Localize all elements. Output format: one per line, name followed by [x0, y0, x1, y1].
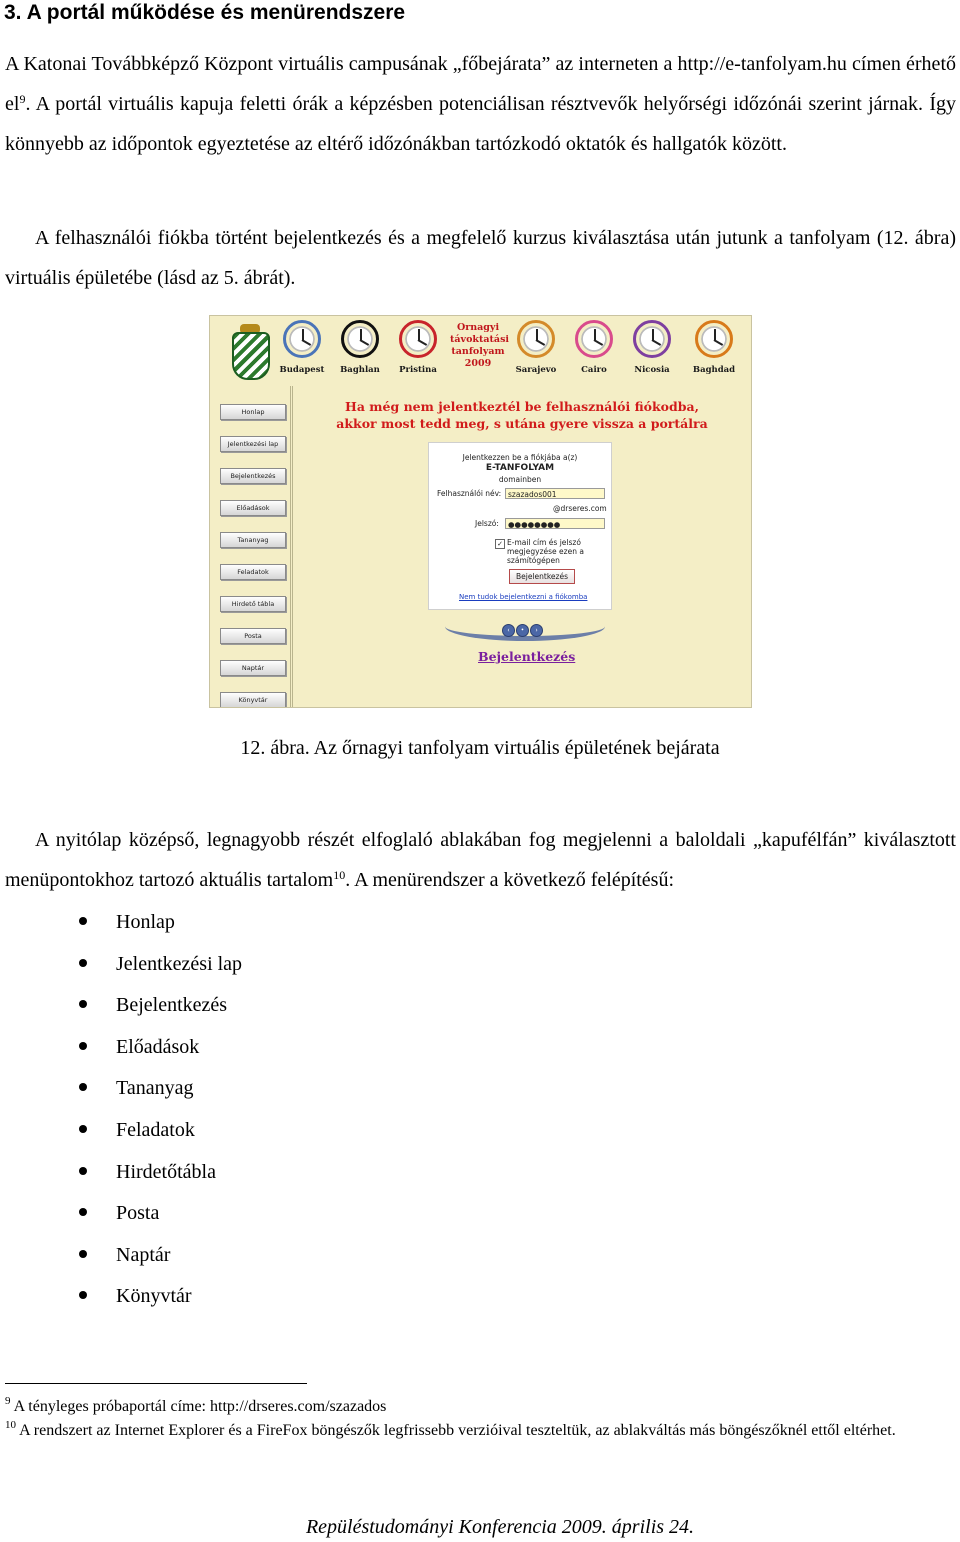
login-domain-suffix: domainben — [498, 475, 542, 484]
clock-icon — [341, 320, 379, 358]
nav-button-jelentkezesi-lap[interactable]: Jelentkezési lap — [220, 436, 286, 452]
list-item-label: Tananyag — [116, 1077, 194, 1100]
list-item-label: Posta — [116, 1202, 160, 1225]
bullet-icon — [79, 1000, 87, 1008]
bejelentkezes-link[interactable]: Bejelentkezés — [478, 649, 576, 664]
figure-caption: 12. ábra. Az őrnagyi tanfolyam virtuális épületének bejárata — [240, 737, 720, 759]
figure-portal-screenshot — [209, 315, 752, 708]
footnote-ref-10[interactable]: 10 — [333, 868, 346, 882]
intro-paragraph — [5, 44, 956, 164]
nav-button-feladatok[interactable]: Feladatok — [220, 564, 286, 580]
login-box — [428, 442, 612, 610]
banner-line-3: tanfolyam — [451, 346, 505, 357]
clock-baghlan — [332, 320, 388, 375]
clock-city-label: Baghlan — [340, 365, 380, 375]
login-prompt-line-1: Ha még nem jelentkeztél be felhasználói fiókodba, — [345, 399, 699, 414]
clock-header — [210, 316, 752, 386]
chevron-right-icon[interactable]: › — [530, 624, 543, 637]
password-label: Jelszó: — [475, 519, 499, 528]
clock-pristina — [390, 320, 446, 375]
bullet-icon — [79, 1125, 87, 1133]
banner-line-4: 2009 — [464, 358, 492, 369]
footnote-9 — [5, 1396, 956, 1418]
menu-intro-paragraph — [5, 820, 956, 900]
bullet-icon — [79, 1250, 87, 1258]
clock-icon — [283, 320, 321, 358]
bullet-icon — [79, 1291, 87, 1299]
clock-city-label: Budapest — [279, 365, 325, 375]
list-item-label: Naptár — [116, 1243, 171, 1266]
forgot-login-link[interactable]: Nem tudok bejelentkezni a fiókomba — [459, 593, 588, 601]
bullet-icon — [79, 917, 87, 925]
clock-city-label: Nicosia — [634, 365, 670, 375]
banner-line-1: Ornagyi — [456, 322, 500, 333]
footnote-text: A rendszert az Internet Explorer és a FireFox böngészők legfrissebb verzióival teszteltük, az ablakváltás más böngészőknél ettől eltérhet. — [16, 1422, 896, 1439]
username-label: Felhasználói név: — [437, 489, 502, 498]
footnote-number: 9 — [5, 1395, 11, 1407]
gate-pager — [502, 624, 550, 636]
login-domain-title: E-TANFOLYAM — [485, 463, 555, 473]
domain-label: @drseres.com — [553, 504, 607, 513]
footnote-10 — [5, 1420, 960, 1442]
footnote-ref-9[interactable]: 9 — [19, 92, 26, 106]
remember-checkbox[interactable]: ✓ — [495, 539, 505, 549]
nav-button-honlap[interactable]: Honlap — [220, 404, 286, 420]
list-item-label: Honlap — [116, 911, 175, 933]
footnote-text: A tényleges próbaportál címe: http://drseres.com/szazados — [10, 1398, 387, 1415]
username-field[interactable]: szazados001 — [505, 488, 605, 499]
bullet-icon — [79, 1167, 87, 1175]
nav-button-eloadasok[interactable]: Előadások — [220, 500, 286, 516]
clock-nicosia — [624, 320, 680, 375]
list-item-label: Feladatok — [116, 1118, 195, 1141]
list-item-label: Előadások — [116, 1035, 200, 1058]
intro-text-a: A Katonai Továbbképző Központ virtuális campusának „főbejárata” az interneten a http://e-tanfolyam.hu címen érhető el — [5, 53, 956, 115]
footnote-divider — [5, 1383, 307, 1384]
clock-budapest — [274, 320, 330, 375]
clock-icon — [399, 320, 437, 358]
banner-line-2: távoktatási — [450, 334, 510, 345]
crest-logo-icon — [232, 332, 270, 380]
bullet-icon — [79, 1083, 87, 1091]
login-prompt-message — [302, 398, 742, 432]
nav-button-naptar[interactable]: Naptár — [220, 660, 286, 676]
clock-icon — [517, 320, 555, 358]
clock-city-label: Baghdad — [692, 365, 736, 375]
nav-button-konyvtar[interactable]: Könyvtár — [220, 692, 286, 708]
remember-line-1: E-mail cím és jelszó — [507, 538, 581, 547]
clock-icon — [695, 320, 733, 358]
remember-line-2: megjegyzése ezen a — [507, 547, 584, 556]
clock-city-label: Sarajevo — [515, 365, 557, 375]
stop-icon[interactable]: • — [516, 624, 529, 637]
nav-button-posta[interactable]: Posta — [220, 628, 286, 644]
list-item-label: Könyvtár — [116, 1285, 192, 1308]
bullet-icon — [79, 1042, 87, 1050]
intro-text-b: . A portál virtuális kapuja feletti órák a képzésben potenciálisan résztvevők helyőrségi időzónái szerint járnak. Így könnyebb az időpontok egyeztetése az eltérő időzónákban tartózkodó oktatók és hallgatók között. — [5, 93, 956, 155]
clock-baghdad — [686, 320, 742, 375]
nav-button-hirdeto-tabla[interactable]: Hirdető tábla — [220, 596, 286, 612]
list-item-label: Hirdetőtábla — [116, 1160, 216, 1183]
clock-city-label: Cairo — [581, 365, 607, 375]
footnote-number: 10 — [5, 1419, 16, 1431]
bullet-icon — [79, 1208, 87, 1216]
section-heading: 3. A portál működése és menürendszere — [4, 1, 406, 24]
login-paragraph: A felhasználói fiókba történt bejelentkezés és a megfelelő kurzus kiválasztása után jutunk a tanfolyam (12. ábra) virtuális épületébe (lásd az 5. ábrát). — [5, 227, 956, 289]
chevron-left-icon[interactable]: ‹ — [502, 624, 515, 637]
page-footer: Repüléstudományi Konferencia 2009. április 24. — [305, 1516, 695, 1538]
clock-city-label: Pristina — [399, 365, 437, 375]
clock-cairo — [566, 320, 622, 375]
clock-sarajevo — [508, 320, 564, 375]
nav-button-bejelentkezes[interactable]: Bejelentkezés — [220, 468, 286, 484]
remember-label — [507, 538, 584, 565]
password-field[interactable]: ●●●●●●●● — [505, 518, 605, 529]
gate-nav-column — [210, 386, 293, 708]
list-item-label: Bejelentkezés — [116, 994, 228, 1017]
bullet-icon — [79, 959, 87, 967]
menu-intro-text-b: . A menürendszer a következő felépítésű: — [345, 869, 675, 891]
login-intro-line: Jelentkezzen be a fiókjába a(z) — [462, 453, 578, 462]
clock-icon — [575, 320, 613, 358]
course-banner — [450, 322, 510, 370]
nav-button-tananyag[interactable]: Tananyag — [220, 532, 286, 548]
list-item-label: Jelentkezési lap — [116, 952, 243, 975]
menu-intro-text-a: A nyitólap középső, legnagyobb részét elfoglaló ablakában fog megjelenni a baloldali „kapufélfán” kiválasztott menüpontokhoz tartozó aktuális tartalom — [5, 829, 956, 891]
login-submit-button[interactable]: Bejelentkezés — [509, 569, 575, 584]
remember-line-3: számítógépen — [507, 556, 560, 565]
login-prompt-line-2: akkor most tedd meg, s utána gyere vissza a portálra — [336, 416, 708, 431]
clock-icon — [633, 320, 671, 358]
